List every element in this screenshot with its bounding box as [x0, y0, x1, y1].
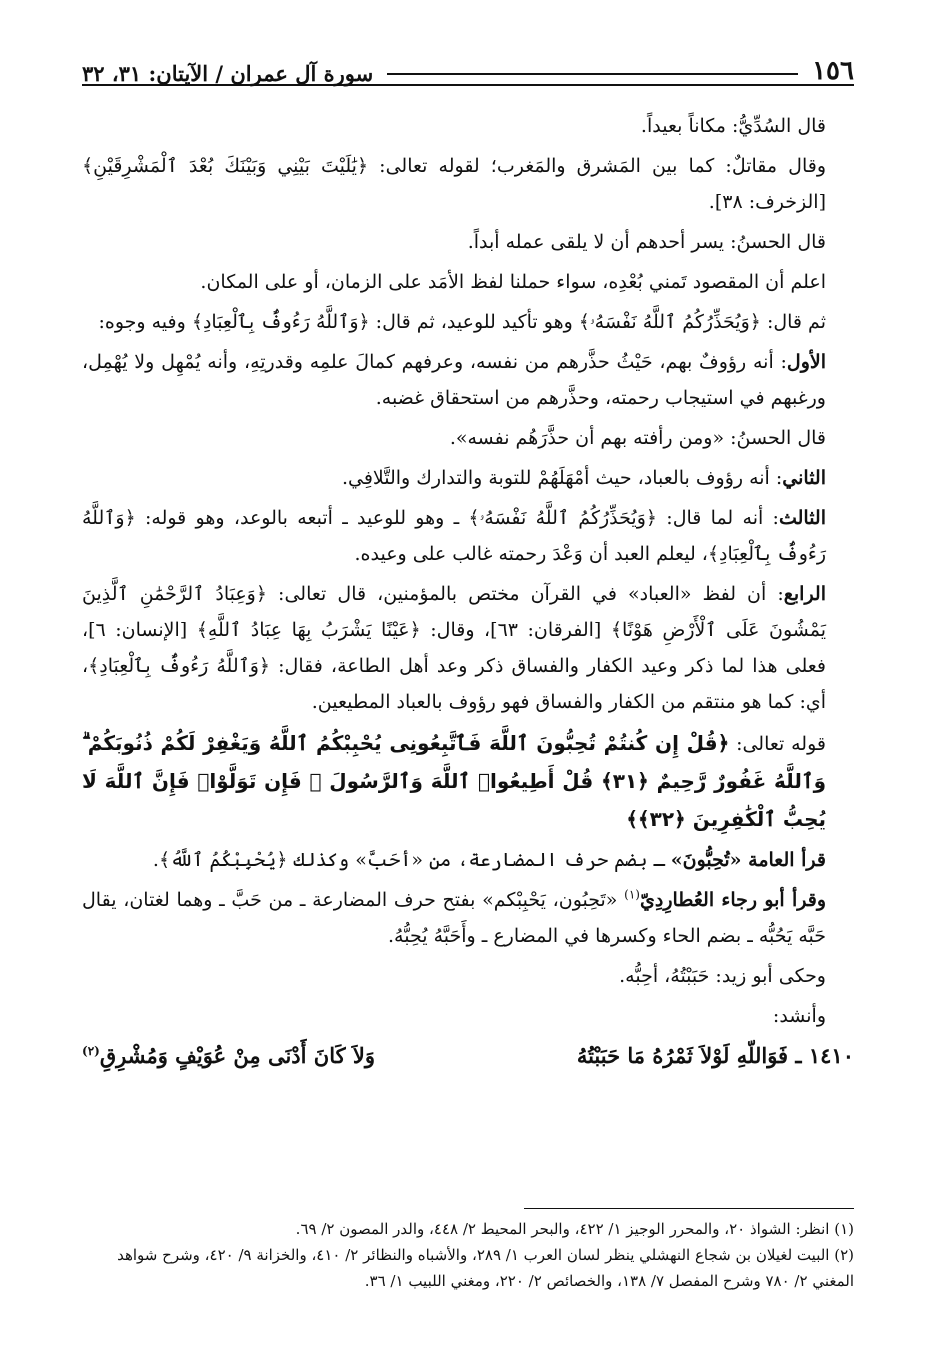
paragraph: قال السُدِّيُّ: مكاناً بعيداً. [640, 115, 826, 137]
poem-verse [82, 1038, 854, 1074]
paragraph [82, 344, 854, 416]
paragraph-text: : أن لفظ «العباد» في القرآن مختص بالمؤمنين، قال تعالى: ﴿وَعِبَادُ ٱلرَّحْمَٰنِ ٱلَّذِينَ يَمْشُونَ عَلَى ٱلْأَرْضِ هَوْنًا﴾ [الفرقان: ٦٣]، وقال: ﴿عَيْنًا يَشْرَبُ بِهَا عِبَادُ ٱللَّهِ﴾ [الإنسان: ٦]، فعلى هذا لما ذكر وعيد الكفار والفساق ذكر وعد أهل الطاعة، فقال: ﴿وَٱللَّهُ رَءُوفٌۢ بِٱلْعِبَادِ﴾، أي: كما هو منتقم من الكفار والفساق فهو رؤوف بالعباد المطيعين. [82, 583, 826, 713]
poem-second-hemistich: وَلاَ كَانَ أَدْنَى مِنْ عُوَيْفٍ وَمُشْرِقِ [99, 1043, 376, 1068]
footnote: (٢) البيت لغيلان بن شجاع النهشلي ينظر لسان العرب ١/ ٢٨٩، والأشباه والنظائر ٢/ ٤١٠، والخزانة ٩/ ٤٢٠، وشرح شواهد المغني ٢/ ٧٨٠ وشرح المفصل ٧/ ١٣٨، والخصائص ٢/ ٢٢٠، ومغني اللبيب ١/ ٣٦. [117, 1246, 854, 1290]
paragraph: ثم قال: ﴿وَيُحَذِّرُكُمُ ٱللَّهُ نَفْسَهُۥ﴾ وهو تأكيد للوعيد، ثم قال: ﴿وَٱللَّهُ رَءُوفٌۢ بِٱلْعِبَادِ﴾ وفيه وجوه: [98, 311, 826, 333]
main-text [82, 108, 854, 1074]
paragraph-label: الثاني [782, 467, 826, 489]
paragraph-text: ـ بضم حرف المضارعة، من «أحَبَّ» وكذلك ﴿يُحْبِبْكُمُ ٱللَّهُ﴾. [152, 849, 671, 871]
paragraph [82, 500, 854, 572]
quran-verse: ﴿قُلْ إِن كُنتُمْ تُحِبُّونَ ٱللَّهَ فَٱتَّبِعُونِى يُحْبِبْكُمُ ٱللَّهُ وَيَغْفِرْ لَكُمْ ذُنُوبَكُمْ ۗ وَٱللَّهُ غَفُورٌ رَّحِيمٌ ﴿٣١﴾ قُلْ أَطِيعُوا۟ ٱللَّهَ وَٱلرَّسُولَ ۖ فَإِن تَوَلَّوْا۟ فَإِنَّ ٱللَّهَ لَا يُحِبُّ ٱلْكَٰفِرِينَ ﴿٣٢﴾﴾ [82, 731, 826, 831]
paragraph-text: : أنه رؤوفٌ بهم، حَيْثُ حذَّرهم من نفسه، وعرفهم كمالَ علمِه وقدرتِهِ، وأنه يُمْهِل ولا يُهْمِل، ورغبهم في استيجاب رحمته، وحذَّرهم من استحقاق غضبه. [82, 351, 826, 409]
paragraph-text: «تَحِبُون، يَحْبِبْكم» بفتح حرف المضارعة ـ من حَبَّ ـ وهما لغتان، يقال حَبَّه يَحُبُّه ـ بضم الحاء وكسرها في المضارع ـ وأَحَبَّهُ يُحِبُّهُ. [82, 889, 826, 947]
paragraph [82, 842, 854, 878]
paragraph-text: : أنه لما قال: ﴿وَيُحَذِّرُكُمُ ٱللَّهُ نَفْسَهُۥ﴾ ـ وهو للوعيد ـ أتبعه بالوعد، وهو قوله: ﴿وَٱللَّهُ رَءُوفٌۢ بِٱلْعِبَادِ﴾، ليعلم العبد أن وَعْدَ رحمته غالب على وعيده. [82, 507, 826, 565]
page-number: ١٥٦ [812, 56, 854, 86]
paragraph-label: الرابع [783, 583, 826, 605]
poem-second-wrap [82, 1038, 375, 1074]
paragraph-text: : أنه رؤوف بالعباد، حيث أمْهَلَهُمْ للتوبة والتدارك والتَّلافِي. [341, 467, 783, 489]
footnote-ref: (١) [624, 887, 640, 902]
header-rule [387, 73, 798, 75]
paragraph-label: الأول [786, 351, 826, 373]
footnote-ref: (٢) [82, 1044, 100, 1058]
footnote: (١) انظر: الشواذ ٢٠، والمحرر الوجيز ١/ ٤٢٢، والبحر المحيط ٢/ ٤٤٨، والدر المصون ٢/ ٦٩. [295, 1220, 854, 1238]
footnotes [82, 1216, 854, 1294]
paragraph-label: وقرأ أبو رجاء العُطارِدِيّ [639, 889, 827, 911]
poem-first-hemistich: ١٤١٠ ـ فَوَاللّهِ لَوْلاَ ثَمْرُهُ مَا حَبَبْتُهُ [576, 1043, 854, 1068]
paragraph: قال الحسنُ: يسر أحدهم أن لا يلقى عمله أبداً. [467, 231, 826, 253]
paragraph-label: قرأ العامة «تُحِبُّونَ» [670, 849, 826, 871]
paragraph-label: قوله تعالى: [729, 733, 826, 755]
footnote-separator [524, 1208, 854, 1209]
paragraph: وقال مقاتلٌ: كما بين المَشرق والمَغرب؛ لقوله تعالى: ﴿يَٰلَيْتَ بَيْنِي وَبَيْنَكَ بُعْدَ ٱلْمَشْرِقَيْنِ﴾ [الزخرف: ٣٨]. [82, 155, 826, 213]
paragraph: اعلم أن المقصود تَمني بُعْدِه، سواء حملنا لفظ الأمَد على الزمان، أو على المكان. [200, 271, 826, 293]
paragraph [82, 460, 854, 496]
verse-paragraph [82, 724, 854, 838]
page-header [82, 38, 854, 84]
paragraph-label: الثالث [778, 507, 826, 529]
paragraph: وحكى أبو زيد: حَبَبْتُهُ، أحِبُّه. [619, 965, 826, 987]
paragraph: وأنشد: [772, 1005, 826, 1027]
running-title: سورة آل عمران / الآيتان: ٣١، ٣٢ [82, 61, 374, 86]
paragraph: قال الحسنُ: «ومن رأفته بهم أن حذَّرَهُم نفسه». [449, 427, 826, 449]
paragraph [82, 576, 854, 720]
header-underline [82, 84, 854, 86]
paragraph [82, 882, 854, 954]
